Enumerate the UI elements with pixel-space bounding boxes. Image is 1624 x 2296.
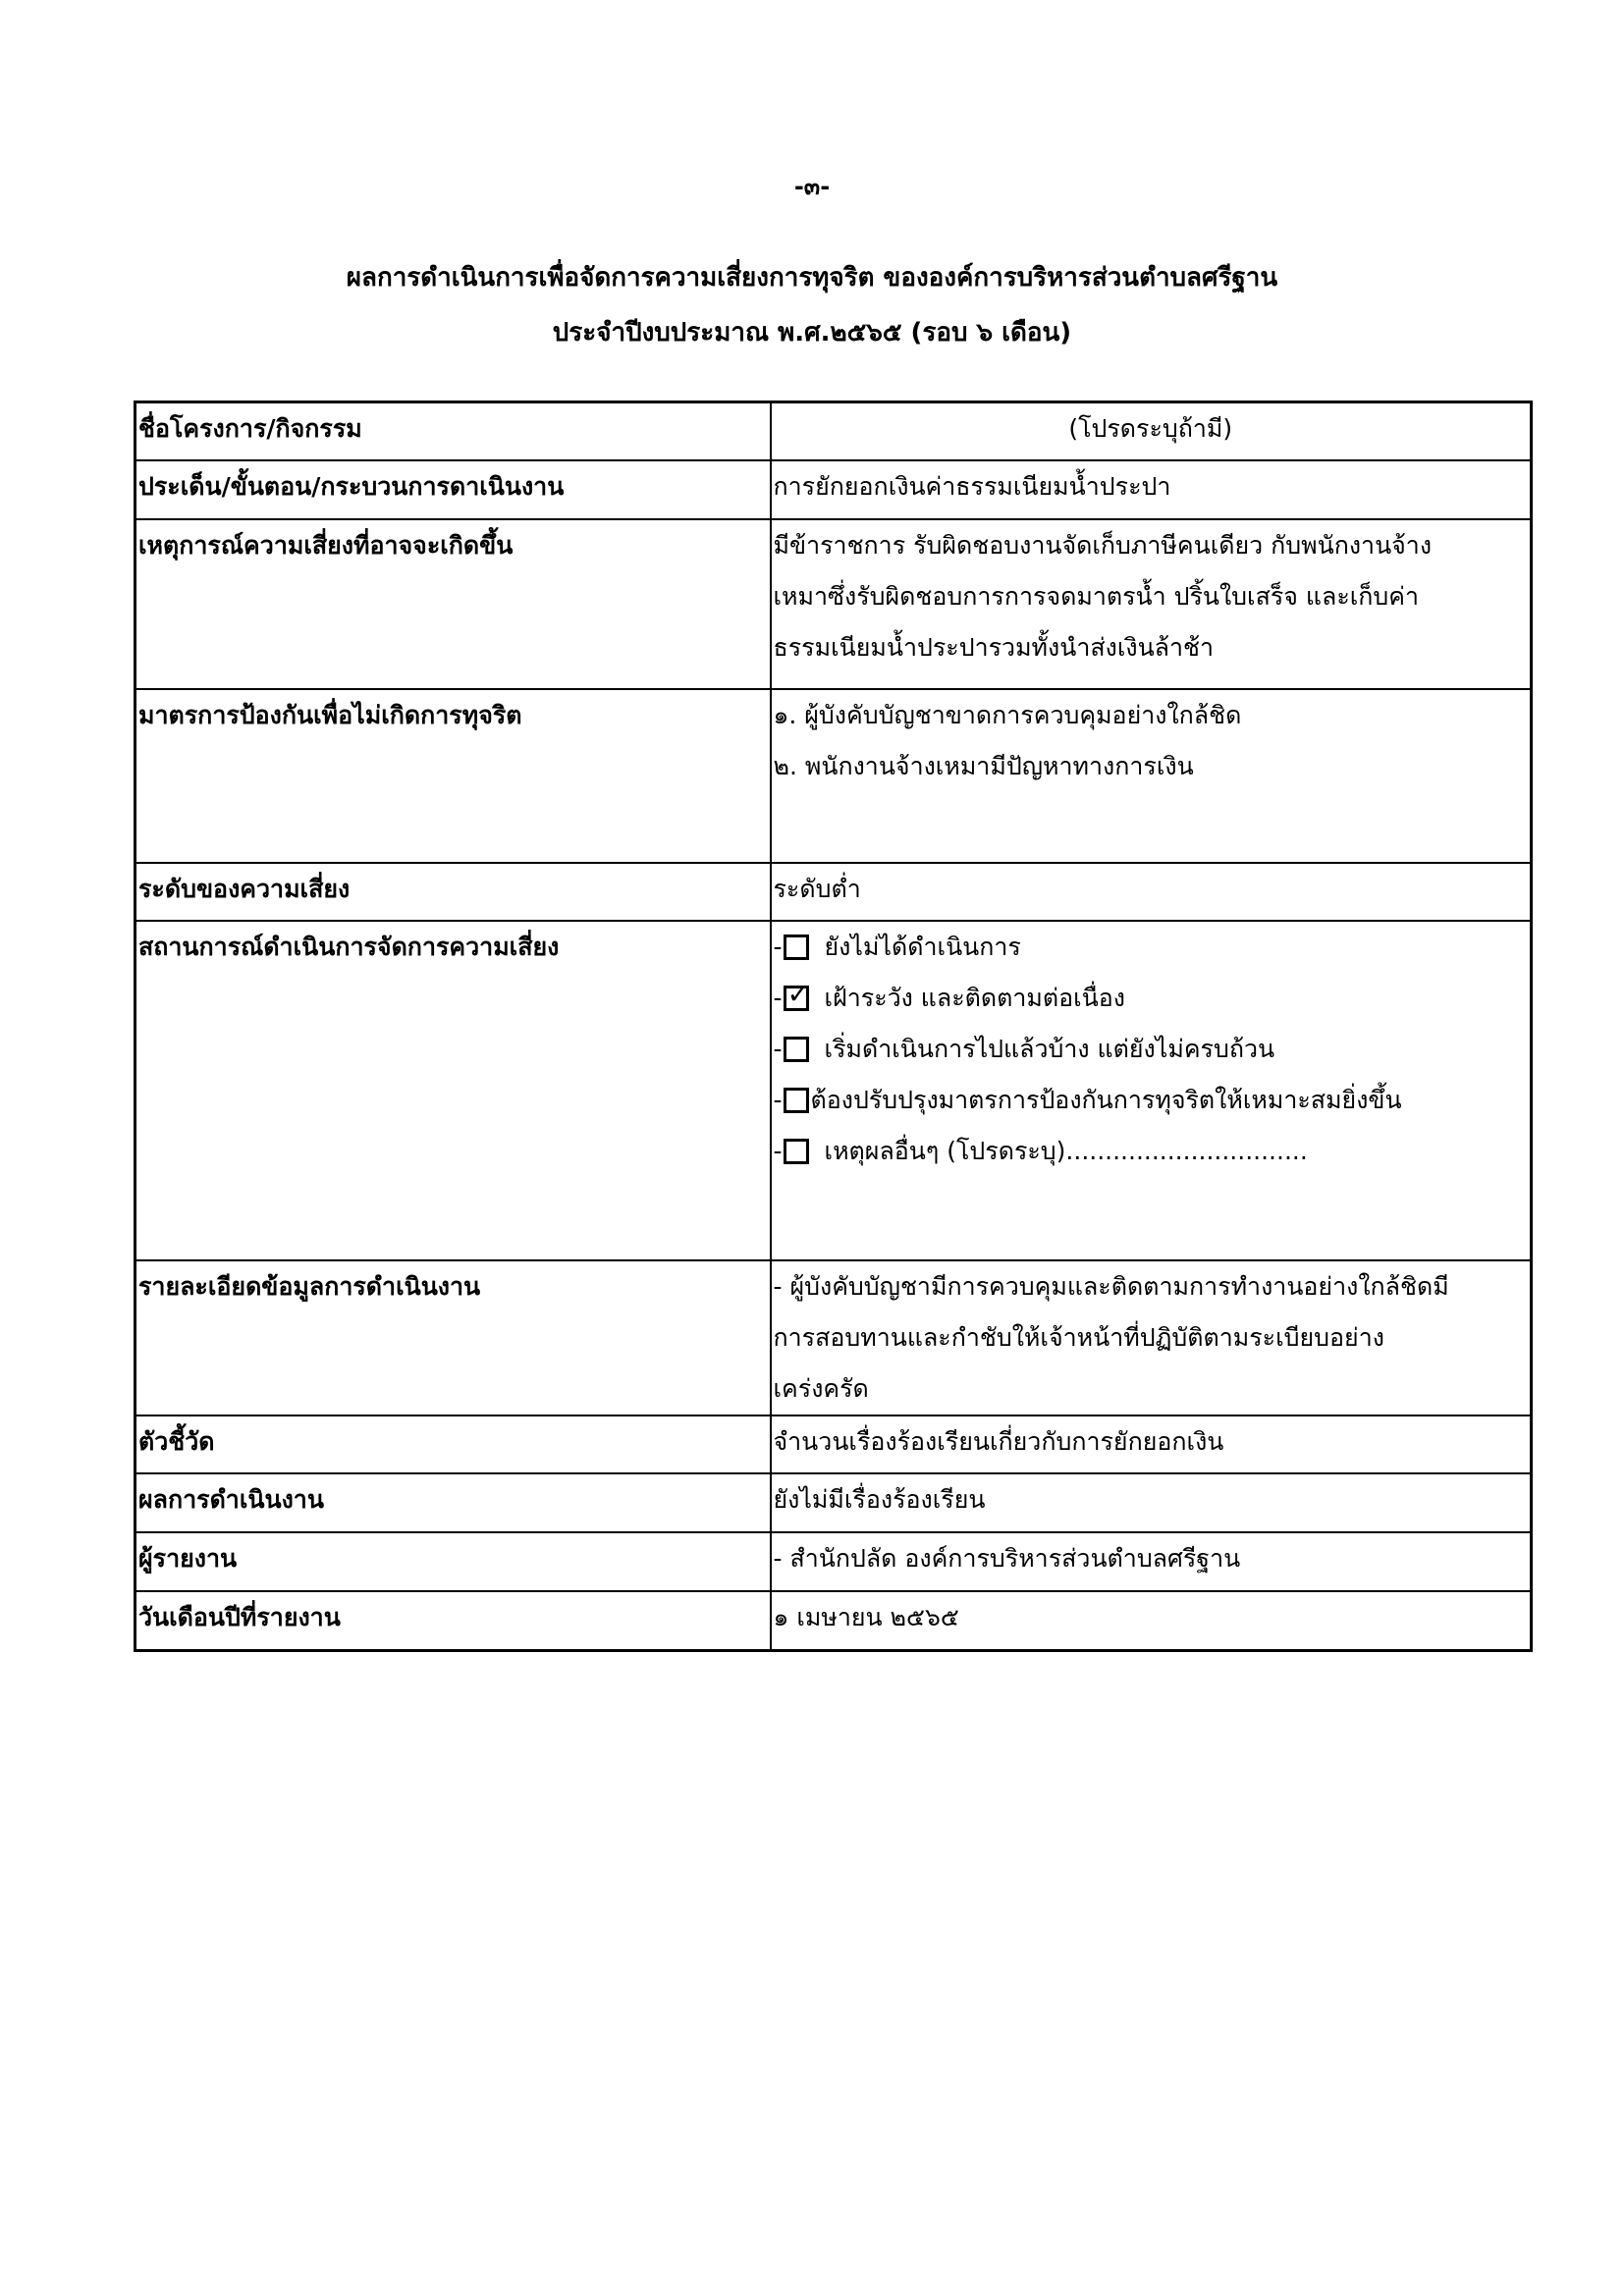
- details-line: - ผู้บังคับบัญชามีการควบคุมและติดตามการทำงานอย่างใกล้ชิดมี: [773, 1271, 1449, 1301]
- value-reporter: - สำนักปลัด องค์การบริหารส่วนตำบลศรีฐาน: [771, 1532, 1532, 1591]
- status-option[interactable]: [774, 1075, 1529, 1126]
- row-issue: [135, 460, 1532, 519]
- risk-event-line: เหมาซึ่งรับผิดชอบการการจดมาตรน้ำ ปริ้นใบเสร็จ และเก็บค่า: [773, 581, 1420, 611]
- value-report-date: ๑ เมษายน ๒๕๖๕: [771, 1591, 1532, 1651]
- page-number: -๓-: [793, 173, 831, 200]
- dash: -: [773, 1085, 783, 1114]
- row-risk-level: [135, 863, 1532, 921]
- value-indicator: จำนวนเรื่องร้องเรียนเกี่ยวกับการยักยอกเงิน: [771, 1415, 1532, 1473]
- value-issue: การยักยอกเงินค่าธรรมเนียมน้ำประปา: [771, 460, 1532, 519]
- value-result: ยังไม่มีเรื่องร้องเรียน: [771, 1473, 1532, 1532]
- label-project: ชื่อโครงการ/กิจกรรม: [135, 402, 771, 460]
- row-prevention: [135, 689, 1532, 863]
- label-report-date: วันเดือนปีที่รายงาน: [135, 1591, 771, 1651]
- risk-report-table: [134, 400, 1533, 1652]
- checkbox-unchecked-icon[interactable]: [784, 1037, 809, 1062]
- dash: -: [773, 1034, 783, 1063]
- status-option-label: เหตุผลอื่นๆ (โปรดระบุ)...............................: [824, 1136, 1308, 1165]
- row-risk-event: [135, 519, 1532, 689]
- document-title: ผลการดำเนินการเพื่อจัดการความเสี่ยงการทุจริต ขององค์การบริหารส่วนตำบลศรีฐาน: [346, 263, 1278, 293]
- row-project: [135, 402, 1532, 460]
- dash: -: [773, 1136, 783, 1165]
- risk-event-line: มีข้าราชการ รับผิดชอบงานจัดเก็บภาษีคนเดียว กับพนักงานจ้าง: [773, 530, 1433, 560]
- prevention-line: ๑. ผู้บังคับบัญชาขาดการควบคุมอย่างใกล้ชิด: [773, 700, 1242, 729]
- value-project: (โปรดระบุถ้ามี): [771, 402, 1532, 460]
- risk-event-line: ธรรมเนียมน้ำประปารวมทั้งนำส่งเงินล้าช้า: [773, 632, 1215, 662]
- label-issue: ประเด็น/ขั้นตอน/กระบวนการดาเนินงาน: [135, 460, 771, 519]
- checkbox-unchecked-icon[interactable]: [784, 1088, 809, 1113]
- details-line: เคร่งครัด: [773, 1373, 869, 1403]
- prevention-line: ๒. พนักงานจ้างเหมามีปัญหาทางการเงิน: [773, 751, 1194, 780]
- row-report-date: [135, 1591, 1532, 1651]
- label-risk-event: เหตุการณ์ความเสี่ยงที่อาจจะเกิดขึ้น: [135, 519, 771, 689]
- dash: -: [773, 983, 783, 1012]
- row-details: [135, 1260, 1532, 1415]
- row-reporter: [135, 1532, 1532, 1591]
- label-status: สถานการณ์ดำเนินการจัดการความเสี่ยง: [135, 921, 771, 1260]
- label-result: ผลการดำเนินงาน: [135, 1473, 771, 1532]
- status-option-label: ต้องปรับปรุงมาตรการป้องกันการทุจริตให้เหมาะสมยิ่งขึ้น: [810, 1085, 1402, 1114]
- status-option-label: เฝ้าระวัง และติดตามต่อเนื่อง: [824, 983, 1126, 1012]
- document-subtitle: ประจำปีงบประมาณ พ.ศ.๒๕๖๕ (รอบ ๖ เดือน): [552, 318, 1072, 347]
- row-indicator: [135, 1415, 1532, 1473]
- status-option-label: ยังไม่ได้ดำเนินการ: [824, 932, 1021, 961]
- status-option[interactable]: [774, 922, 1529, 973]
- label-details: รายละเอียดข้อมูลการดำเนินงาน: [135, 1260, 771, 1415]
- status-option[interactable]: [774, 973, 1529, 1024]
- label-reporter: ผู้รายงาน: [135, 1532, 771, 1591]
- label-indicator: ตัวชี้วัด: [135, 1415, 771, 1473]
- value-risk-level: ระดับต่ำ: [771, 863, 1532, 921]
- details-line: การสอบทานและกำชับให้เจ้าหน้าที่ปฏิบัติตามระเบียบอย่าง: [773, 1322, 1384, 1352]
- label-risk-level: ระดับของความเสี่ยง: [135, 863, 771, 921]
- check-mark-icon: ✓: [786, 977, 810, 1010]
- checkbox-checked-icon[interactable]: [784, 977, 810, 1011]
- checkbox-unchecked-icon[interactable]: [784, 934, 809, 960]
- row-result: [135, 1473, 1532, 1532]
- value-details: [771, 1260, 1532, 1415]
- dash: -: [773, 932, 783, 961]
- status-option-label: เริ่มดำเนินการไปแล้วบ้าง แต่ยังไม่ครบถ้วน: [824, 1034, 1275, 1063]
- status-option[interactable]: [774, 1024, 1529, 1075]
- value-status: [771, 921, 1532, 1260]
- value-prevention: [771, 689, 1532, 863]
- status-option[interactable]: [774, 1126, 1529, 1177]
- value-risk-event: [771, 519, 1532, 689]
- label-prevention: มาตรการป้องกันเพื่อไม่เกิดการทุจริต: [135, 689, 771, 863]
- row-status: [135, 921, 1532, 1260]
- checkbox-unchecked-icon[interactable]: [784, 1139, 809, 1164]
